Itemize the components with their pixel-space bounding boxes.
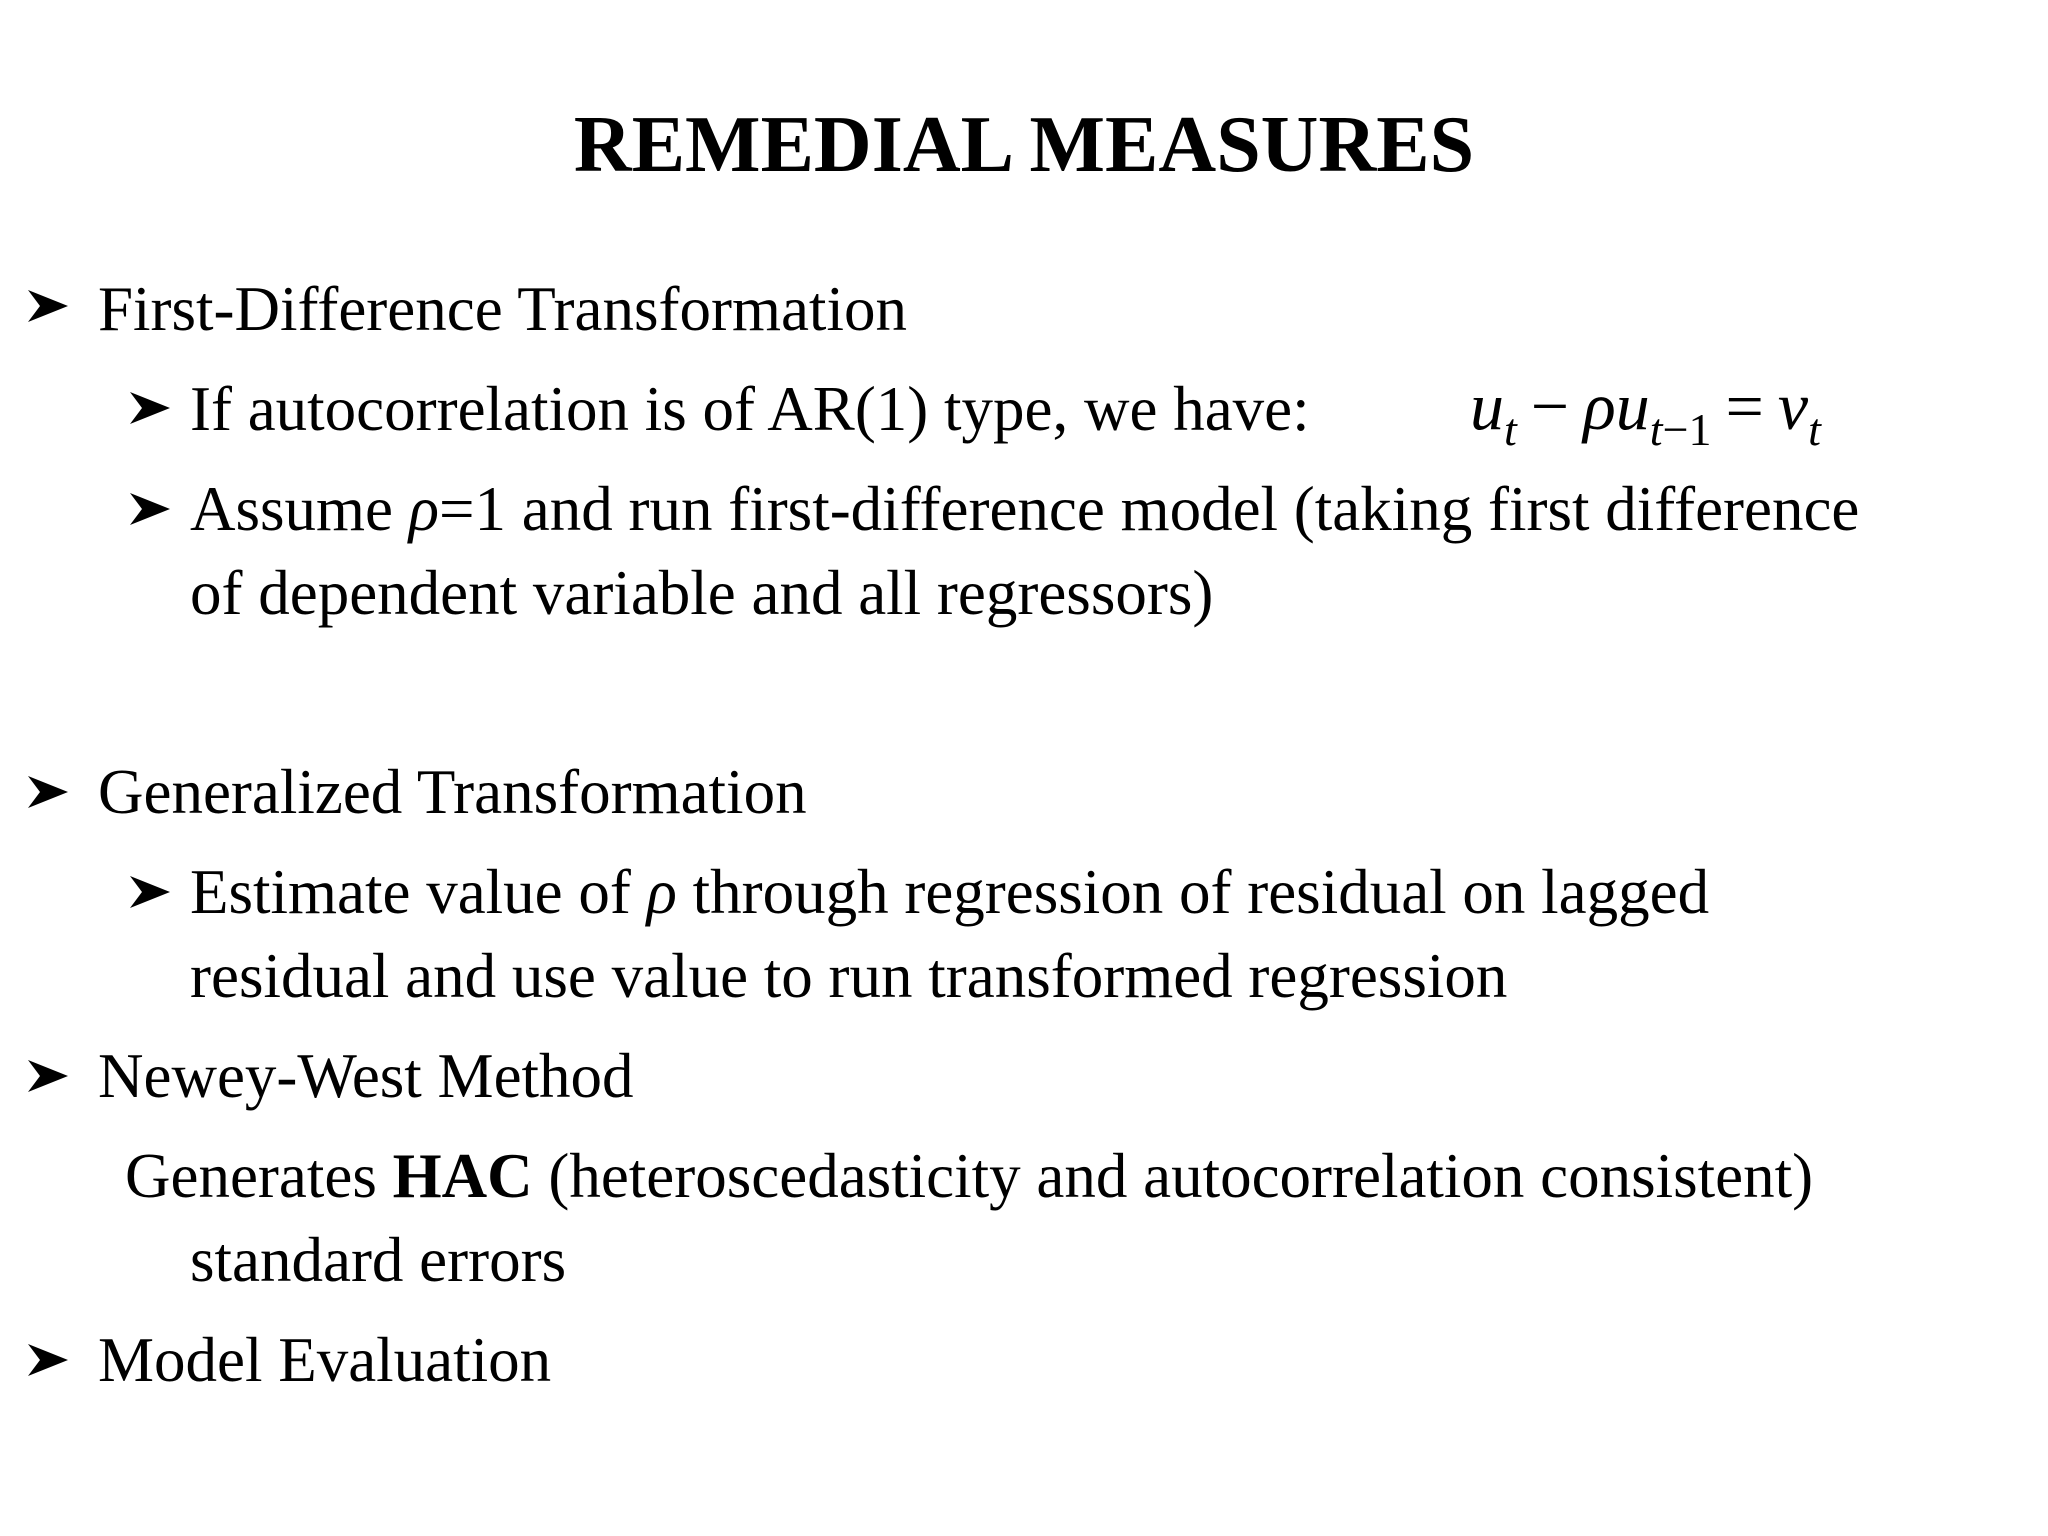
arrow-bullet-icon xyxy=(26,284,70,328)
subbullet-ar1-text: If autocorrelation is of AR(1) type, we have: xyxy=(190,374,1310,444)
bullet-newey-west: Newey-West Method xyxy=(98,1041,634,1111)
arrow-bullet-icon xyxy=(26,1338,70,1382)
arrow-subbullet-icon xyxy=(128,386,172,430)
newey-west-detail-line2: standard errors xyxy=(190,1225,567,1295)
bullet-generalized-transformation: Generalized Transformation xyxy=(98,757,807,827)
arrow-subbullet-icon xyxy=(128,487,172,531)
subbullet-estimate-rho: Estimate value of ρ through regression of residual on lagged xyxy=(190,857,1710,927)
slide-title: REMEDIAL MEASURES xyxy=(573,101,1475,189)
bullet-first-difference: First-Difference Transformation xyxy=(98,274,907,344)
subbullet-assume-rho-line2: of dependent variable and all regressors) xyxy=(190,558,1214,628)
bullet-model-evaluation: Model Evaluation xyxy=(98,1325,552,1395)
subbullet-estimate-rho-line2: residual and use value to run transformed regression xyxy=(190,941,1508,1011)
subbullet-assume-rho: Assume ρ=1 and run first-difference model (taking first difference xyxy=(190,474,1860,544)
newey-west-detail: Generates HAC (heteroscedasticity and autocorrelation consistent) xyxy=(125,1141,1814,1211)
arrow-subbullet-icon xyxy=(128,870,172,914)
arrow-bullet-icon xyxy=(26,770,70,814)
ar1-equation: $u_t - \rho u_{t-1} = v_t$ xyxy=(1470,368,1821,455)
arrow-bullet-icon xyxy=(26,1054,70,1098)
